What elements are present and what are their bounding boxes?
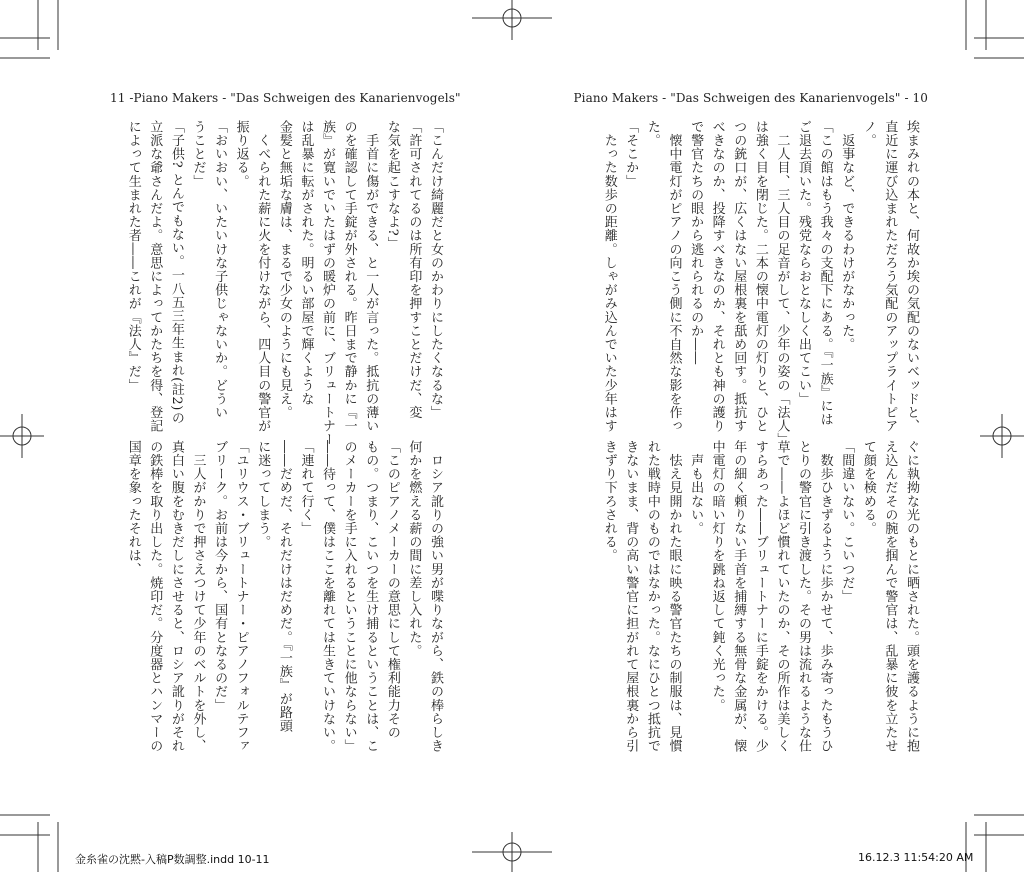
text-line: ノ。 bbox=[860, 120, 876, 148]
text-line: ぐに執拗な光のもとに晒された。頭を護るように抱 bbox=[904, 440, 919, 753]
right-page-lower-block bbox=[587, 440, 922, 780]
text-line: 二人目、三人目の足音がして、少年の姿の「法人」 bbox=[774, 120, 790, 447]
text-line: のメーカーを手に入れるということに他ならない」 bbox=[341, 440, 357, 753]
text-line: て顔を検める。 bbox=[860, 440, 876, 536]
slug-filename: 金糸雀の沈黙-入稿P数調整.indd 10-11 bbox=[75, 853, 270, 866]
left-page-upper-block bbox=[106, 120, 446, 447]
text-line: ――待って、僕はここを離れては生きていけない。 bbox=[320, 440, 336, 753]
text-line: 金髪と無垢な膚は、まるで少女のようにも見え。 bbox=[276, 120, 292, 420]
text-line: 「子供? とんでもない。一八五三年生まれ(註2)の bbox=[168, 120, 184, 425]
text-line: 声も出ない。 bbox=[688, 440, 704, 536]
text-line: 真白い腹をむきだしにさせると、ロシア訛りがそれ bbox=[168, 440, 184, 753]
running-head-left: 11 -Piano Makers - "Das Schweigen des Kanarienvogels" bbox=[110, 91, 461, 105]
running-head-right: Piano Makers - "Das Schweigen des Kanarienvogels" - 10 bbox=[573, 91, 928, 105]
text-line: もの。つまり、こいつを生け捕るということは、こ bbox=[363, 440, 379, 753]
text-line: で警官たちの眼から逃れられるのか―― bbox=[688, 120, 704, 365]
text-line: 国章を象ったそれは、 bbox=[125, 440, 141, 576]
text-line: ロシア訛りの強い男が喋りながら、鉄の棒らしき bbox=[428, 440, 443, 753]
text-line: 懐中電灯がピアノの向こう側に不自然な影を作っ bbox=[666, 120, 682, 433]
text-line: 直近に運び込まれただろう気配のアップライトピア bbox=[882, 120, 898, 433]
text-line: べきなのか、投降すべきなのか、それとも神の護り bbox=[709, 120, 725, 433]
text-line: きずり下ろされる。 bbox=[601, 440, 617, 563]
text-line: 「このピアノメーカーの意思にして権利能力その bbox=[384, 440, 400, 740]
text-line: れた戦時中のものではなかった。なにひとつ抵抗で bbox=[644, 440, 660, 753]
text-line: 「ユリウス・ブリュートナー・ピアノフォルテファ bbox=[233, 440, 249, 753]
text-line: 振り返る。 bbox=[233, 120, 249, 188]
text-line: に迷ってしまう。 bbox=[255, 440, 271, 549]
text-line: 立派な爺さんだよ。意思によってかたちを得、登記 bbox=[147, 120, 163, 433]
text-line: の鉄棒を取り出した。焼印だ。分度器とハンマーの bbox=[147, 440, 163, 753]
slug-timestamp: 16.12.3 11:54:20 AM bbox=[858, 851, 974, 864]
text-line: 「おいおい、いたいけな子供じゃないか。どうい bbox=[212, 120, 228, 420]
text-line: 「そこか」 bbox=[623, 120, 639, 188]
text-line: 「許可されてるのは所有印を押すことだけだ、変 bbox=[406, 120, 422, 420]
text-line: 三人がかりで押さえつけて少年のベルトを外し、 bbox=[190, 440, 206, 753]
text-line: 「連れて行く」 bbox=[298, 440, 314, 536]
text-line: 埃まみれの本と、何故か埃の気配のないベッドと、 bbox=[904, 120, 919, 433]
text-line: 草で――よほど慣れていたのか、その所作は美しく bbox=[774, 440, 790, 753]
text-line: ブリーク。お前は今から、国有となるのだ」 bbox=[212, 440, 228, 712]
text-line: うことだ」 bbox=[190, 120, 206, 188]
right-page-upper-block bbox=[587, 120, 922, 447]
text-line: くべられた薪に火を付けながら、四人目の警官が bbox=[255, 120, 271, 433]
text-line: 何かを燃える薪の間に差し入れた。 bbox=[406, 440, 422, 658]
text-line: 返事など、できるわけがなかった。 bbox=[839, 120, 855, 352]
text-line: 手首に傷ができる、と一人が言った。抵抗の薄い bbox=[363, 120, 379, 433]
text-line: は強く目を閉じた。二本の懐中電灯の灯りと、ひと bbox=[752, 120, 768, 433]
text-line: たった数歩の距離。しゃがみ込んでいた少年はす bbox=[601, 120, 617, 433]
text-line: ――だめだ、それだけはだめだ。『一族』が路頭 bbox=[276, 440, 292, 733]
text-line: 「間違いない。こいつだ」 bbox=[839, 440, 855, 604]
text-line: た。 bbox=[644, 120, 660, 148]
text-line: は乱暴に転がされた。明るい部屋で輝くような bbox=[298, 120, 314, 406]
text-line: 族』が寛いでいたはずの暖炉の前に、ブリュートナー bbox=[320, 120, 336, 447]
text-line: のを確認して手錠が外される。昨日まで静かに『一 bbox=[341, 120, 357, 433]
text-line: 怯え見開かれた眼に映る警官たちの制服は、見慣 bbox=[666, 440, 682, 753]
left-page-lower-block bbox=[106, 440, 446, 780]
text-line: え込んだその腕を掴んで警官は、乱暴に彼を立たせ bbox=[882, 440, 898, 753]
text-line: 中電灯の暗い灯りを跳ね返して鈍く光った。 bbox=[709, 440, 725, 712]
text-line: すらあった――ブリュートナーに手錠をかける。少 bbox=[752, 440, 768, 753]
text-line: とりの警官に引き渡した。その男は流れるような仕 bbox=[796, 440, 812, 753]
text-line: ご退去頂いた。残党ならおとなしく出てこい」 bbox=[796, 120, 812, 406]
text-line: 「この館はもう我々の支配下にある。『一族』には bbox=[817, 120, 833, 427]
text-line: な気を起こすなよ?」 bbox=[384, 120, 400, 250]
text-line: 数歩ひきずるように歩かせて、歩み寄ったもうひ bbox=[817, 440, 833, 753]
text-line: によって生まれた者――これが『法人』だ」 bbox=[125, 120, 141, 392]
text-line: 「こんだけ綺麗だと女のかわりにしたくなるな」 bbox=[428, 120, 443, 420]
text-line: 年の細く頼りない手首を捕縛する無骨な金属が、懐 bbox=[731, 440, 747, 753]
text-line: きないまま、背の高い警官に担がれて屋根裏から引 bbox=[623, 440, 639, 753]
text-line: つの銃口が、広くはない屋根裏を舐め回す。抵抗す bbox=[731, 120, 747, 433]
